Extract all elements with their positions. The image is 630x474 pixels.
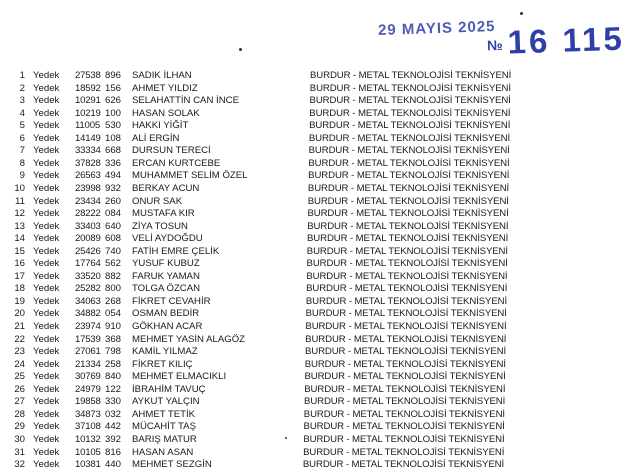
list-row	[0, 133, 630, 146]
id-number-part: 25426	[75, 245, 101, 257]
document-number: 16 115	[506, 19, 626, 61]
id-number-suffix: 910	[105, 321, 122, 332]
list-row	[0, 196, 630, 209]
list-row	[0, 334, 630, 347]
id-number-part: 17539	[75, 333, 101, 345]
row-status: Yedek	[33, 270, 60, 282]
row-number: 10	[14, 182, 25, 194]
department: BURDUR - METAL TEKNOLOJİSİ TEKNİSYENİ	[307, 195, 509, 207]
id-number-part: 34063	[75, 295, 101, 307]
id-number-suffix: 816	[105, 446, 122, 458]
row-status: Yedek	[33, 245, 60, 257]
row-status: Yedek	[33, 195, 60, 207]
person-name: FİKRET CEVAHİR	[132, 295, 211, 307]
row-status: Yedek	[33, 371, 60, 383]
row-status: Yedek	[33, 233, 60, 245]
id-number-part: 27061	[75, 346, 101, 358]
id-number-suffix: 054	[105, 308, 122, 320]
id-number-part: 30769	[75, 371, 101, 383]
department: BURDUR - METAL TEKNOLOJİSİ TEKNİSYENİ	[307, 182, 510, 194]
row-status: Yedek	[33, 132, 60, 144]
row-status: Yedek	[33, 383, 60, 395]
row-number: 16	[14, 258, 25, 270]
id-number-suffix: 840	[105, 371, 122, 383]
document-number-stamp	[486, 20, 625, 63]
row-number: 5	[19, 120, 25, 132]
list-row	[0, 434, 630, 447]
id-number-part: 20089	[75, 233, 101, 245]
row-status: Yedek	[33, 358, 60, 370]
person-name: VELİ AYDOĞDU	[132, 233, 203, 245]
department: BURDUR - METAL TEKNOLOJİSİ TEKNİSYENİ	[308, 145, 510, 157]
department: BURDUR - METAL TEKNOLOJİSİ TEKNİSYENİ	[307, 220, 509, 232]
department: BURDUR - METAL TEKNOLOJİSİ TEKNİSYENİ	[304, 358, 506, 370]
person-name: ERCAN KURTCEBE	[132, 157, 221, 169]
list-row	[0, 346, 630, 359]
list-row	[0, 409, 630, 422]
person-name: BARIŞ MATUR	[132, 433, 197, 445]
id-number-part: 37828	[75, 157, 101, 169]
row-status: Yedek	[33, 258, 60, 270]
row-status: Yedek	[33, 145, 60, 157]
person-name: FİKRET KILIÇ	[132, 358, 193, 370]
row-status: Yedek	[33, 170, 60, 182]
row-status: Yedek	[33, 308, 60, 320]
id-number-part: 26563	[75, 170, 101, 182]
row-number: 23	[14, 346, 25, 358]
list-row	[0, 108, 630, 121]
row-number: 7	[19, 145, 25, 157]
id-number-part: 21334	[75, 358, 101, 370]
list-row	[0, 308, 630, 321]
department: BURDUR - METAL TEKNOLOJİSİ TEKNİSYENİ	[310, 70, 512, 81]
id-number-suffix: 032	[105, 408, 122, 420]
person-name: GÖKHAN ACAR	[132, 321, 203, 332]
department: BURDUR - METAL TEKNOLOJİSİ TEKNİSYENİ	[305, 308, 507, 320]
list-row	[0, 158, 630, 171]
row-number: 20	[14, 308, 25, 320]
department: BURDUR - METAL TEKNOLOJİSİ TEKNİSYENİ	[303, 446, 505, 458]
row-number: 1	[19, 70, 25, 81]
id-number-part: 27538	[75, 70, 101, 81]
person-name: ONUR SAK	[132, 195, 183, 207]
list-row	[0, 95, 630, 108]
id-number-suffix: 530	[105, 120, 122, 132]
id-number-suffix: 156	[105, 82, 122, 94]
id-number-suffix: 798	[105, 346, 122, 358]
department: BURDUR - METAL TEKNOLOJİSİ TEKNİSYENİ	[305, 321, 507, 332]
row-status: Yedek	[33, 421, 60, 433]
person-name: AYKUT YALÇIN	[132, 396, 200, 408]
row-status: Yedek	[33, 157, 60, 169]
row-number: 31	[14, 446, 25, 458]
received-date-stamp: 29 MAYIS 2025	[377, 17, 496, 40]
row-number: 2	[19, 82, 25, 94]
row-status: Yedek	[33, 70, 60, 81]
person-name: HASAN ASAN	[132, 446, 194, 458]
id-number-suffix: 108	[105, 132, 122, 144]
id-number-suffix: 084	[105, 208, 122, 220]
row-number: 9	[19, 170, 25, 182]
row-status: Yedek	[33, 396, 60, 408]
department: BURDUR - METAL TEKNOLOJİSİ TEKNİSYENİ	[308, 132, 511, 144]
department: BURDUR - METAL TEKNOLOJİSİ TEKNİSYENİ	[303, 433, 505, 445]
id-number-suffix: 740	[105, 245, 122, 257]
list-row	[0, 384, 630, 397]
id-number-part: 33334	[75, 145, 101, 157]
row-status: Yedek	[33, 433, 60, 445]
list-row	[0, 371, 630, 384]
person-name: FATİH EMRE ÇELİK	[132, 245, 220, 257]
id-number-part: 33403	[75, 220, 101, 232]
id-number-suffix: 668	[105, 145, 122, 157]
department: BURDUR - METAL TEKNOLOJİSİ TEKNİSYENİ	[303, 408, 505, 420]
id-number-part: 33520	[75, 270, 101, 282]
id-number-suffix: 932	[105, 182, 122, 194]
id-number-suffix: 336	[105, 157, 122, 169]
person-name: AHMET TETİK	[132, 408, 196, 420]
id-number-part: 23998	[75, 182, 101, 194]
id-number-part: 23974	[75, 321, 101, 332]
row-number: 13	[14, 220, 25, 232]
id-number-suffix: 608	[105, 233, 122, 245]
row-number: 14	[14, 233, 25, 245]
list-row	[0, 170, 630, 183]
department: BURDUR - METAL TEKNOLOJİSİ TEKNİSYENİ	[308, 157, 510, 169]
row-status: Yedek	[33, 459, 60, 471]
list-row	[0, 396, 630, 409]
row-number: 6	[19, 132, 25, 144]
id-number-part: 14149	[75, 132, 101, 144]
row-number: 15	[14, 245, 25, 257]
list-row	[0, 208, 630, 221]
row-number: 26	[14, 383, 25, 395]
person-name: AHMET YILDIZ	[132, 82, 198, 94]
person-name: FARUK YAMAN	[132, 270, 200, 282]
person-name: MUHAMMET SELİM ÖZEL	[132, 170, 248, 182]
row-number: 11	[15, 195, 25, 207]
row-number: 18	[14, 283, 25, 295]
id-number-suffix: 562	[105, 258, 122, 270]
number-prefix: №	[486, 37, 506, 54]
row-number: 28	[14, 408, 25, 420]
id-number-part: 10291	[75, 95, 101, 107]
person-name: MEHMET YASİN ALAGÖZ	[132, 333, 246, 345]
row-status: Yedek	[33, 333, 60, 345]
row-status: Yedek	[33, 208, 60, 220]
id-number-part: 37108	[75, 421, 101, 433]
id-number-part: 10381	[75, 459, 101, 471]
id-number-suffix: 368	[105, 333, 122, 345]
list-row	[0, 70, 630, 83]
scan-speck	[520, 12, 523, 15]
id-number-part: 18592	[75, 82, 101, 94]
list-row	[0, 258, 630, 271]
list-row	[0, 221, 630, 234]
department: BURDUR - METAL TEKNOLOJİSİ TEKNİSYENİ	[304, 346, 507, 358]
list-row	[0, 459, 630, 472]
person-name: MEHMET ELMACIKLI	[132, 371, 227, 383]
row-number: 19	[14, 295, 25, 307]
row-status: Yedek	[33, 446, 60, 458]
list-row	[0, 183, 630, 196]
list-row	[0, 283, 630, 296]
person-name: SELAHATTİN CAN İNCE	[132, 95, 239, 107]
row-number: 8	[19, 157, 25, 169]
department: BURDUR - METAL TEKNOLOJİSİ TEKNİSYENİ	[306, 258, 508, 270]
list-row	[0, 271, 630, 284]
id-number-suffix: 640	[105, 220, 122, 232]
id-number-suffix: 122	[105, 383, 122, 395]
list-row	[0, 447, 630, 460]
list-row	[0, 321, 630, 334]
row-status: Yedek	[33, 295, 60, 307]
department: BURDUR - METAL TEKNOLOJİSİ TEKNİSYENİ	[305, 295, 508, 307]
list-row	[0, 296, 630, 309]
person-name: HASAN SOLAK	[132, 107, 200, 119]
list-row	[0, 421, 630, 434]
person-name: ALİ ERGİN	[132, 132, 180, 144]
department: BURDUR - METAL TEKNOLOJİSİ TEKNİSYENİ	[309, 95, 511, 107]
person-name: TOLGA ÖZCAN	[132, 283, 201, 295]
department: BURDUR - METAL TEKNOLOJİSİ TEKNİSYENİ	[304, 371, 506, 383]
person-name: İBRAHİM TAVUÇ	[132, 383, 206, 395]
person-name: OSMAN BEDİR	[132, 308, 200, 320]
person-name: MEHMET SEZGİN	[132, 459, 212, 471]
id-number-part: 19858	[75, 396, 101, 408]
department: BURDUR - METAL TEKNOLOJİSİ TEKNİSYENİ	[309, 107, 511, 119]
person-name: YUSUF KUBUZ	[132, 258, 200, 270]
row-status: Yedek	[33, 220, 60, 232]
list-row	[0, 246, 630, 259]
id-number-suffix: 626	[105, 95, 122, 107]
id-number-part: 24979	[75, 383, 101, 395]
id-number-part: 25282	[75, 283, 101, 295]
department: BURDUR - METAL TEKNOLOJİSİ TEKNİSYENİ	[306, 283, 508, 295]
row-status: Yedek	[33, 182, 60, 194]
person-name: BERKAY ACUN	[132, 182, 200, 194]
list-row	[0, 233, 630, 246]
row-status: Yedek	[33, 107, 60, 119]
row-number: 25	[14, 371, 25, 383]
list-row	[0, 120, 630, 133]
row-status: Yedek	[33, 408, 60, 420]
scan-speck	[239, 48, 242, 51]
row-number: 17	[14, 270, 25, 282]
person-name: MUSTAFA KIR	[132, 208, 195, 220]
id-number-suffix: 330	[105, 396, 122, 408]
row-number: 29	[14, 421, 25, 433]
id-number-part: 17764	[75, 258, 101, 270]
row-number: 32	[14, 459, 25, 471]
person-name: SADIK İLHAN	[132, 70, 192, 81]
id-number-suffix: 896	[105, 70, 122, 81]
id-number-part: 10132	[75, 433, 101, 445]
list-row	[0, 83, 630, 96]
row-number: 30	[14, 433, 25, 445]
id-number-part: 34873	[75, 408, 101, 420]
row-status: Yedek	[33, 283, 60, 295]
id-number-suffix: 800	[105, 283, 122, 295]
person-name: MÜCAHİT TAŞ	[132, 421, 196, 433]
id-number-part: 11005	[75, 120, 100, 132]
department: BURDUR - METAL TEKNOLOJİSİ TEKNİSYENİ	[309, 82, 511, 94]
department: BURDUR - METAL TEKNOLOJİSİ TEKNİSYENİ	[306, 270, 508, 282]
id-number-suffix: 258	[105, 358, 122, 370]
department: BURDUR - METAL TEKNOLOJİSİ TEKNİSYENİ	[308, 170, 510, 182]
id-number-part: 28222	[75, 208, 101, 220]
id-number-suffix: 882	[105, 270, 122, 282]
row-status: Yedek	[33, 321, 60, 332]
department: BURDUR - METAL TEKNOLOJİSİ TEKNİSYENİ	[307, 208, 509, 220]
id-number-part: 10105	[75, 446, 101, 458]
row-status: Yedek	[33, 346, 60, 358]
id-number-suffix: 392	[105, 433, 122, 445]
id-number-part: 23434	[75, 195, 101, 207]
person-name: KAMİL YILMAZ	[132, 346, 198, 358]
id-number-suffix: 260	[105, 195, 122, 207]
row-number: 21	[14, 321, 25, 332]
department: BURDUR - METAL TEKNOLOJİSİ TEKNİSYENİ	[307, 233, 509, 245]
row-status: Yedek	[33, 82, 60, 94]
row-number: 22	[14, 333, 25, 345]
id-number-suffix: 440	[105, 459, 122, 471]
department: BURDUR - METAL TEKNOLOJİSİ TEKNİSYENİ	[304, 396, 506, 408]
row-number: 12	[14, 208, 25, 220]
id-number-suffix: 442	[105, 421, 122, 433]
person-name: HAKKI YİĞİT	[132, 120, 189, 132]
person-name: ZİYA TOSUN	[132, 220, 188, 232]
row-number: 27	[14, 396, 25, 408]
id-number-suffix: 494	[105, 170, 122, 182]
person-name: DURSUN TERECİ	[132, 145, 211, 157]
list-row	[0, 359, 630, 372]
row-number: 3	[19, 95, 25, 107]
department: BURDUR - METAL TEKNOLOJİSİ TEKNİSYENİ	[302, 459, 505, 471]
row-status: Yedek	[33, 120, 60, 132]
department: BURDUR - METAL TEKNOLOJİSİ TEKNİSYENİ	[305, 333, 507, 345]
id-number-part: 10219	[75, 107, 101, 119]
list-row	[0, 145, 630, 158]
id-number-suffix: 268	[105, 295, 122, 307]
department: BURDUR - METAL TEKNOLOJİSİ TEKNİSYENİ	[306, 245, 508, 257]
id-number-suffix: 100	[105, 107, 122, 119]
id-number-part: 34882	[75, 308, 101, 320]
department: BURDUR - METAL TEKNOLOJİSİ TEKNİSYENİ	[309, 120, 511, 132]
department: BURDUR - METAL TEKNOLOJİSİ TEKNİSYENİ	[304, 383, 506, 395]
department: BURDUR - METAL TEKNOLOJİSİ TEKNİSYENİ	[303, 421, 505, 433]
row-status: Yedek	[33, 95, 60, 107]
row-number: 4	[19, 107, 25, 119]
row-number: 24	[14, 358, 25, 370]
